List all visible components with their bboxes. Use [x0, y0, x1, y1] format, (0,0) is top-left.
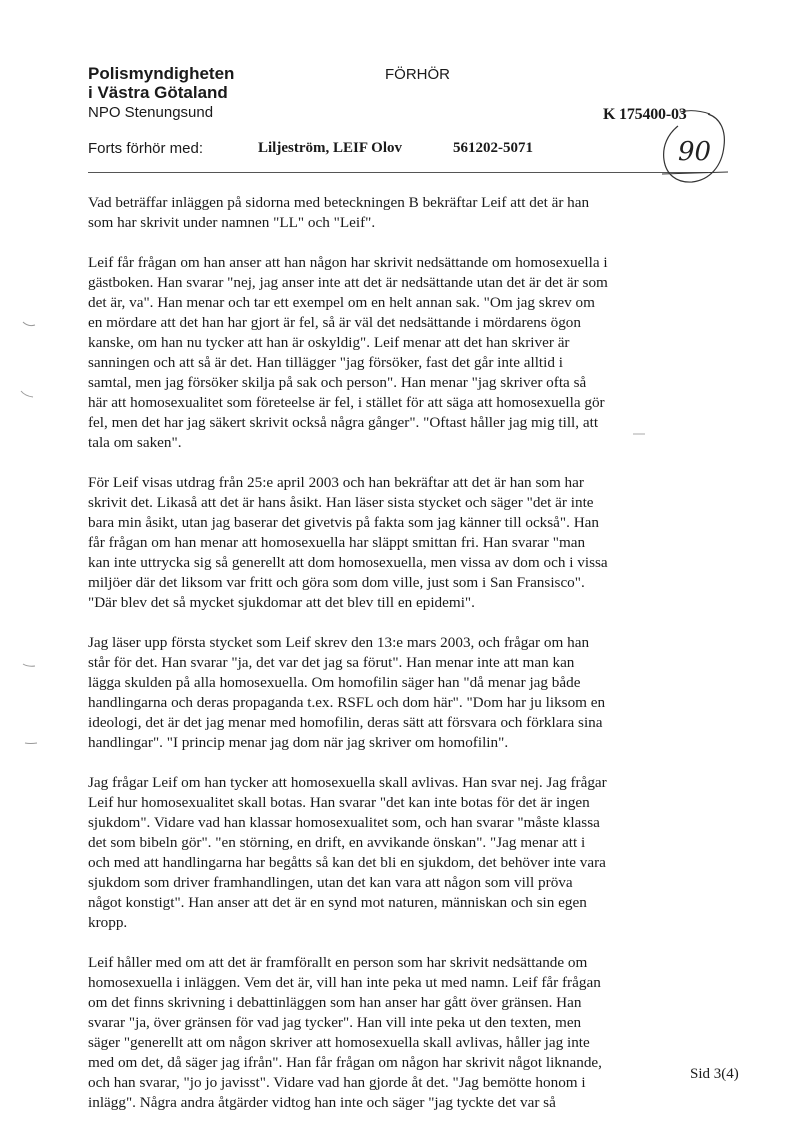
page-number: Sid 3(4) — [690, 1066, 739, 1082]
text-line: med om det, då säger jag ifrån". Han får frågan om någon har skrivit något liknande, — [88, 1054, 602, 1071]
header-divider — [88, 172, 708, 173]
case-number: K 175400-03 — [603, 106, 687, 123]
text-line: som har skrivit under namnen "LL" och "Leif". — [88, 214, 376, 231]
text-line: det som bibeln gör". "en störning, en drift, en avvikande önskan". "Jag menar att i — [88, 834, 586, 851]
margin-scan-mark — [22, 320, 36, 328]
text-line: något konstigt". Han anser att det är en synd mot naturen, människan och sin egen — [88, 894, 587, 911]
org-line-1: Polismyndigheten — [88, 64, 235, 83]
text-line: det är, va". Han menar och tar ett exempel om en helt annan sak. "Om jag skrev om — [88, 294, 595, 311]
text-line: Jag läser upp första stycket som Leif skrev den 13:e mars 2003, och frågar om han — [88, 634, 590, 651]
text-line: Leif håller med om att det är framförallt en person som har skrivit nedsättande om — [88, 954, 588, 971]
text-line: inlägg". Några andra åtgärder vidtog han inte och säger "jag tyckte det var så — [88, 1094, 556, 1111]
paragraph — [88, 193, 628, 233]
interviewee-name: Liljeström, LEIF Olov — [258, 140, 403, 156]
stamp-number: 90 — [678, 137, 712, 167]
paragraph — [88, 473, 628, 613]
text-line: tala om saken". — [88, 434, 182, 451]
organization-name — [88, 64, 234, 102]
text-line: kanske, om han nu tycker att han är oskyldig". Leif menar att det han skriver är — [88, 334, 570, 351]
document-type: FÖRHÖR — [385, 66, 450, 83]
paragraph — [88, 953, 628, 1113]
text-line: Leif får frågan om han anser att han någon har skrivit nedsättande om homosexuella i — [88, 254, 608, 271]
text-line: säger "generellt att om någon skriver att homosexuella skall avlivas, håller jag inte — [88, 1034, 590, 1051]
unit-name: NPO Stenungsund — [88, 104, 214, 121]
text-line: kropp. — [88, 914, 128, 931]
forts-label: Forts förhör med: — [88, 140, 204, 157]
paragraph — [88, 253, 628, 453]
text-line: skrivit det. Likaså att det är hans åsikt. Han läser sista stycket och säger "det är inte — [88, 494, 594, 511]
text-line: lägga skulden på alla homosexuella. Om homofilin säger han "då menar jag både — [88, 674, 581, 691]
interviewee-id: 561202-5071 — [453, 140, 533, 156]
text-line: en mördare att det han har gjort är fel, så är väl det nedsättande i mördarens ögon — [88, 314, 581, 331]
text-line: och han svarar, "jo jo javisst". Vidare vad han gjorde åt det. "Jag bemötte honom i — [88, 1074, 586, 1091]
text-line: Jag frågar Leif om han tycker att homosexuella skall avlivas. Han svar nej. Jag frågar — [88, 774, 607, 791]
text-line: handlingar". "I princip menar jag dom när jag skriver om homofilin". — [88, 734, 509, 751]
text-line: här att homosexualitet som företeelse är fel, i stället för att säga att homosexuella gör — [88, 394, 605, 411]
text-line: om det finns skrivning i debattinläggen som han anser har gått över gränsen. Han — [88, 994, 582, 1011]
text-line: "Där blev det så mycket sjukdomar att det blev till en epidemi". — [88, 594, 475, 611]
text-line: gästboken. Han svarar "nej, jag anser inte att det är nedsättande utan det är det är som — [88, 274, 608, 291]
margin-scan-mark — [20, 390, 34, 398]
text-line: sjukdom som driver framhandlingen, utan det kan vara att någon som vill pröva — [88, 874, 573, 891]
text-line: fel, men det har jag säkert skrivit också några gånger". "Oftast håller jag mig till, att — [88, 414, 599, 431]
handwritten-stamp — [658, 108, 728, 186]
text-line: svarar "ja, över gränsen för vad jag tycker". Han vill inte peka ut den texten, men — [88, 1014, 582, 1031]
paragraph — [88, 633, 628, 753]
text-line: För Leif visas utdrag från 25:e april 2003 och han bekräftar att det är han som har — [88, 474, 584, 491]
text-line: miljöer där det liksom var fritt och göra som dom ville, just som i San Fransisco". — [88, 574, 585, 591]
text-line: sanningen och att så är det. Han tillägger "jag försöker, fast det går inte alltid i — [88, 354, 563, 371]
text-line: kan inte uttrycka sig så generellt att dom homosexuella, men vissa av dom och i vissa — [88, 554, 608, 571]
margin-scan-mark — [22, 660, 36, 668]
text-line: Leif hur homosexualitet skall botas. Han svarar "det kan inte botas för det är ingen — [88, 794, 590, 811]
org-line-2: i Västra Götaland — [88, 83, 228, 102]
text-line: står för det. Han svarar "ja, det var det jag sa förut". Han menar inte att man kan — [88, 654, 575, 671]
text-line: sjukdom". Vidare vad han klassar homosexualitet som, och han svarar "måste klassa — [88, 814, 600, 831]
margin-scan-mark — [24, 738, 38, 746]
text-line: bara min åsikt, utan jag baserar det givetvis på fakta som jag känner till också". Han — [88, 514, 600, 531]
text-line: får frågan om han menar att homosexuella har släppt smittan fri. Han svarar "man — [88, 534, 586, 551]
text-line: Vad beträffar inläggen på sidorna med beteckningen B bekräftar Leif att det är han — [88, 194, 590, 211]
text-line: handlingarna och deras propaganda t.ex. RSFL och dom här". "Dom har ju liksom en — [88, 694, 606, 711]
statement-body — [88, 193, 628, 1133]
text-line: samtal, men jag försöker skilja på sak och person". Han menar "jag skriver ofta så — [88, 374, 587, 391]
paragraph — [88, 773, 628, 933]
text-line: homosexuella i inläggen. Vem det är, vill han inte peka ut med namn. Leif får frågan — [88, 974, 601, 991]
margin-scan-mark — [632, 430, 646, 438]
text-line: ideologi, det är det jag menar med homofilin, deras sätt att försvara och förklara sina — [88, 714, 603, 731]
text-line: och med att handlingarna har begåtts så kan det bli en sjukdom, det behöver inte vara — [88, 854, 606, 871]
